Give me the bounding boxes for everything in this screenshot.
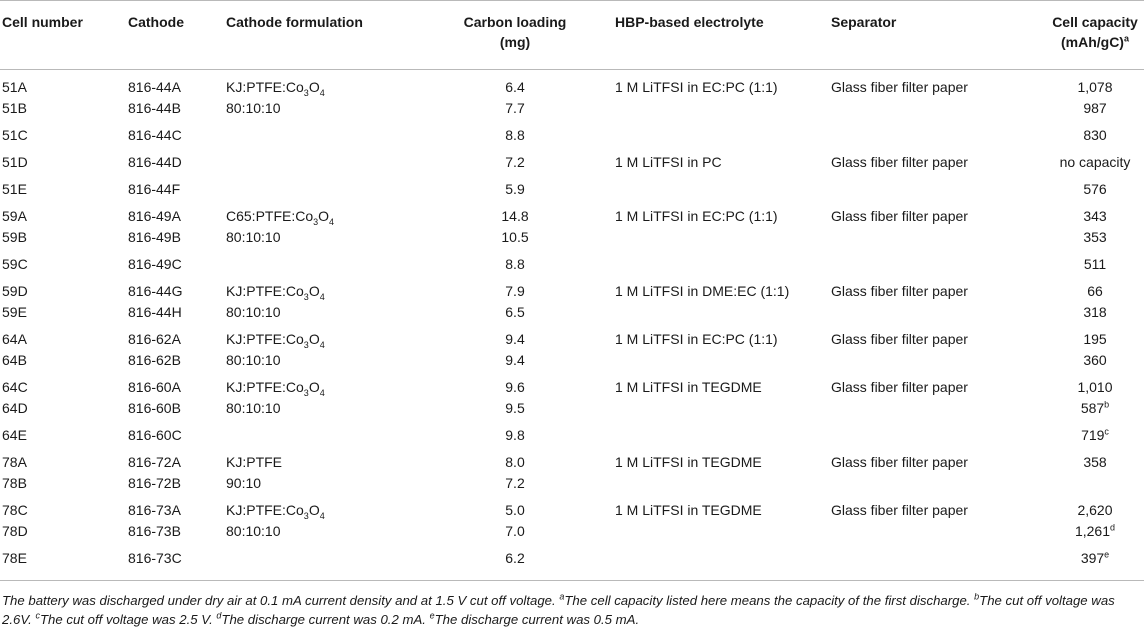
cathode-formulation: 80:10:10 xyxy=(226,229,281,245)
carbon-loading: 14.8 xyxy=(501,208,529,224)
cathode-id: 816-49B xyxy=(128,229,181,245)
capacity-value: 343 xyxy=(1083,208,1107,224)
cell-number: 64A xyxy=(2,331,27,347)
cell-number: 64D xyxy=(2,400,28,416)
footnote-text-b: The cut off voltage was 2.6V. xyxy=(2,593,1115,627)
header-carbon-loading-line2: (mg) xyxy=(499,34,531,50)
cell-capacity xyxy=(1040,427,1144,443)
cell-number: 51C xyxy=(2,127,28,143)
cathode-id: 816-44A xyxy=(128,79,181,95)
header-cathode-formulation: Cathode formulation xyxy=(226,14,363,30)
carbon-loading: 9.6 xyxy=(505,379,525,395)
table-bottom-rule xyxy=(0,580,1144,581)
formulation-part: 4 xyxy=(319,87,325,98)
cathode-id: 816-72B xyxy=(128,475,181,491)
capacity-value: 195 xyxy=(1083,331,1107,347)
cell-number: 64C xyxy=(2,379,28,395)
capacity-value: 719 xyxy=(1081,427,1105,443)
separator: Glass fiber filter paper xyxy=(831,79,968,95)
formulation-part: 3 xyxy=(303,291,309,302)
formulation-part: C65:PTFE:Co xyxy=(226,208,314,224)
electrolyte: 1 M LiTFSI in EC:PC (1:1) xyxy=(615,331,778,347)
formulation-part: O xyxy=(308,331,320,347)
separator: Glass fiber filter paper xyxy=(831,283,968,299)
cell-capacity xyxy=(1040,154,1144,170)
cathode-formulation xyxy=(226,331,325,350)
carbon-loading: 9.4 xyxy=(505,331,525,347)
cathode-id: 816-44G xyxy=(128,283,183,299)
header-capacity-line2 xyxy=(1040,34,1144,50)
carbon-loading: 7.7 xyxy=(505,100,525,116)
header-cathode: Cathode xyxy=(128,14,184,30)
cathode-id: 816-44F xyxy=(128,181,181,197)
electrolyte: 1 M LiTFSI in DME:EC (1:1) xyxy=(615,283,790,299)
cell-number: 78C xyxy=(2,502,28,518)
footnote-text-d: The discharge current was 0.2 mA. xyxy=(221,612,430,627)
separator: Glass fiber filter paper xyxy=(831,208,968,224)
header-electrolyte: HBP-based electrolyte xyxy=(615,14,764,30)
footnote-mark-b: b xyxy=(974,591,980,602)
footnote-mark-a: a xyxy=(559,591,565,602)
cell-capacity xyxy=(1040,79,1144,95)
capacity-value: 358 xyxy=(1083,454,1107,470)
cathode-formulation: 80:10:10 xyxy=(226,523,281,539)
capacity-value: 397 xyxy=(1080,550,1105,566)
cathode-formulation: 80:10:10 xyxy=(226,100,281,116)
cathode-formulation: 80:10:10 xyxy=(226,400,281,416)
cell-number: 59C xyxy=(2,256,28,272)
table-top-rule xyxy=(0,0,1144,1)
cell-number: 78D xyxy=(2,523,28,539)
cell-number: 64E xyxy=(2,427,27,443)
carbon-loading: 5.9 xyxy=(505,181,525,197)
cathode-formulation: 80:10:10 xyxy=(226,304,281,320)
carbon-loading: 7.9 xyxy=(505,283,525,299)
cell-capacity xyxy=(1040,229,1144,245)
capacity-footnote-mark: e xyxy=(1104,549,1110,560)
cathode-id: 816-62B xyxy=(128,352,181,368)
cathode-formulation: 80:10:10 xyxy=(226,352,281,368)
cell-number: 78A xyxy=(2,454,27,470)
formulation-part: KJ:PTFE:Co xyxy=(226,283,304,299)
cathode-formulation xyxy=(226,379,325,398)
cathode-id: 816-60C xyxy=(128,427,182,443)
formulation-part: 4 xyxy=(319,510,325,521)
capacity-value: no capacity xyxy=(1059,154,1131,170)
cell-capacity xyxy=(1040,550,1144,566)
electrolyte: 1 M LiTFSI in EC:PC (1:1) xyxy=(615,208,778,224)
cell-capacity xyxy=(1040,454,1144,470)
capacity-value: 987 xyxy=(1083,100,1107,116)
carbon-loading: 10.5 xyxy=(501,229,529,245)
capacity-value: 2,620 xyxy=(1077,502,1113,518)
carbon-loading: 8.0 xyxy=(505,454,525,470)
separator: Glass fiber filter paper xyxy=(831,331,968,347)
cathode-formulation xyxy=(226,283,325,302)
cell-number: 51D xyxy=(2,154,28,170)
cathode-id: 816-60B xyxy=(128,400,181,416)
cathode-formulation xyxy=(226,79,325,98)
cathode-id: 816-49C xyxy=(128,256,182,272)
electrolyte: 1 M LiTFSI in TEGDME xyxy=(615,379,762,395)
carbon-loading: 8.8 xyxy=(505,256,525,272)
carbon-loading: 6.2 xyxy=(505,550,525,566)
capacity-value: 1,078 xyxy=(1077,79,1113,95)
cathode-id: 816-44H xyxy=(128,304,182,320)
footnote-text-0: The battery was discharged under dry air at 0.1 mA current density and at 1.5 V cut off voltage. xyxy=(2,593,560,608)
header-cell-capacity xyxy=(1040,14,1144,50)
electrolyte: 1 M LiTFSI in TEGDME xyxy=(615,454,762,470)
footnote-text-a: The cell capacity listed here means the capacity of the first discharge. xyxy=(564,593,975,608)
cell-capacity xyxy=(1040,379,1144,395)
cell-capacity xyxy=(1040,127,1144,143)
carbon-loading: 8.8 xyxy=(505,127,525,143)
cell-capacity xyxy=(1040,256,1144,272)
formulation-part: O xyxy=(308,283,320,299)
capacity-value: 587 xyxy=(1080,400,1105,416)
cell-capacity xyxy=(1040,502,1144,518)
formulation-part: 3 xyxy=(303,87,309,98)
formulation-part: 4 xyxy=(319,291,325,302)
carbon-loading: 6.4 xyxy=(505,79,525,95)
header-capacity-unit: (mAh/gC) xyxy=(1060,34,1124,50)
table-footnote xyxy=(2,591,1132,629)
cathode-formulation xyxy=(226,502,325,521)
cathode-id: 816-44C xyxy=(128,127,182,143)
footnote-text-e: The discharge current was 0.5 mA. xyxy=(434,612,640,627)
cathode-id: 816-49A xyxy=(128,208,181,224)
cathode-formulation: KJ:PTFE xyxy=(226,454,283,470)
cathode-formulation xyxy=(226,208,335,227)
cell-number: 51E xyxy=(2,181,27,197)
capacity-value: 1,261 xyxy=(1074,523,1111,539)
cell-number: 59E xyxy=(2,304,27,320)
formulation-part: KJ:PTFE:Co xyxy=(226,502,304,518)
carbon-loading: 6.5 xyxy=(505,304,525,320)
capacity-value: 360 xyxy=(1083,352,1107,368)
formulation-part: 3 xyxy=(303,387,309,398)
formulation-part: 3 xyxy=(313,216,319,227)
cell-capacity xyxy=(1040,100,1144,116)
header-capacity-footnote-mark: a xyxy=(1123,33,1129,44)
capacity-value: 830 xyxy=(1083,127,1107,143)
electrolyte: 1 M LiTFSI in PC xyxy=(615,154,722,170)
cell-number: 78E xyxy=(2,550,27,566)
capacity-footnote-mark: c xyxy=(1104,426,1109,437)
formulation-part: KJ:PTFE:Co xyxy=(226,379,304,395)
carbon-loading: 9.5 xyxy=(505,400,525,416)
cell-capacity xyxy=(1040,331,1144,347)
carbon-loading: 5.0 xyxy=(505,502,525,518)
electrolyte: 1 M LiTFSI in EC:PC (1:1) xyxy=(615,79,778,95)
capacity-value: 318 xyxy=(1083,304,1107,320)
cell-number: 64B xyxy=(2,352,27,368)
separator: Glass fiber filter paper xyxy=(831,379,968,395)
formulation-part: O xyxy=(308,502,320,518)
footnote-mark-d: d xyxy=(216,610,222,621)
cell-capacity xyxy=(1040,304,1144,320)
cell-number: 59A xyxy=(2,208,27,224)
formulation-part: 4 xyxy=(319,339,325,350)
footnote-mark-e: e xyxy=(429,610,435,621)
cell-number: 59D xyxy=(2,283,28,299)
cathode-id: 816-44D xyxy=(128,154,182,170)
header-separator: Separator xyxy=(831,14,897,30)
header-cell-number: Cell number xyxy=(2,14,83,30)
cell-number: 51A xyxy=(2,79,27,95)
capacity-footnote-mark: b xyxy=(1104,399,1110,410)
header-bottom-rule xyxy=(0,69,1144,70)
cathode-id: 816-73A xyxy=(128,502,181,518)
carbon-loading: 7.2 xyxy=(505,475,525,491)
cathode-formulation: 90:10 xyxy=(226,475,262,491)
carbon-loading: 9.4 xyxy=(505,352,525,368)
cathode-id: 816-44B xyxy=(128,100,181,116)
separator: Glass fiber filter paper xyxy=(831,154,968,170)
capacity-value: 576 xyxy=(1083,181,1107,197)
cell-number: 51B xyxy=(2,100,27,116)
footnote-text-c: The cut off voltage was 2.5 V. xyxy=(39,612,217,627)
cathode-id: 816-73C xyxy=(128,550,182,566)
separator: Glass fiber filter paper xyxy=(831,502,968,518)
capacity-value: 1,010 xyxy=(1077,379,1113,395)
cell-number: 78B xyxy=(2,475,27,491)
cell-capacity xyxy=(1040,352,1144,368)
cell-number: 59B xyxy=(2,229,27,245)
cell-capacity xyxy=(1040,400,1144,416)
formulation-part: O xyxy=(318,208,330,224)
electrolyte: 1 M LiTFSI in TEGDME xyxy=(615,502,762,518)
cell-capacity xyxy=(1040,208,1144,224)
cathode-id: 816-62A xyxy=(128,331,181,347)
formulation-part: O xyxy=(308,79,320,95)
formulation-part: KJ:PTFE:Co xyxy=(226,79,304,95)
header-carbon-loading-line1: Carbon loading xyxy=(463,14,567,30)
cathode-id: 816-73B xyxy=(128,523,181,539)
formulation-part: 3 xyxy=(303,339,309,350)
carbon-loading: 9.8 xyxy=(505,427,525,443)
footnote-mark-c: c xyxy=(35,610,40,621)
carbon-loading: 7.0 xyxy=(505,523,525,539)
capacity-value: 353 xyxy=(1083,229,1107,245)
header-capacity-line1: Cell capacity xyxy=(1052,14,1138,30)
cell-capacity xyxy=(1040,523,1144,539)
formulation-part: O xyxy=(308,379,320,395)
cell-capacity xyxy=(1040,181,1144,197)
cathode-id: 816-60A xyxy=(128,379,181,395)
cathode-id: 816-72A xyxy=(128,454,181,470)
carbon-loading: 7.2 xyxy=(505,154,525,170)
formulation-part: 4 xyxy=(319,387,325,398)
formulation-part: 3 xyxy=(303,510,309,521)
capacity-value: 66 xyxy=(1087,283,1103,299)
cell-capacity xyxy=(1040,283,1144,299)
formulation-part: KJ:PTFE:Co xyxy=(226,331,304,347)
formulation-part: 4 xyxy=(329,216,335,227)
header-carbon-loading xyxy=(440,14,590,50)
capacity-value: 511 xyxy=(1083,256,1107,272)
capacity-footnote-mark: d xyxy=(1110,522,1116,533)
separator: Glass fiber filter paper xyxy=(831,454,968,470)
